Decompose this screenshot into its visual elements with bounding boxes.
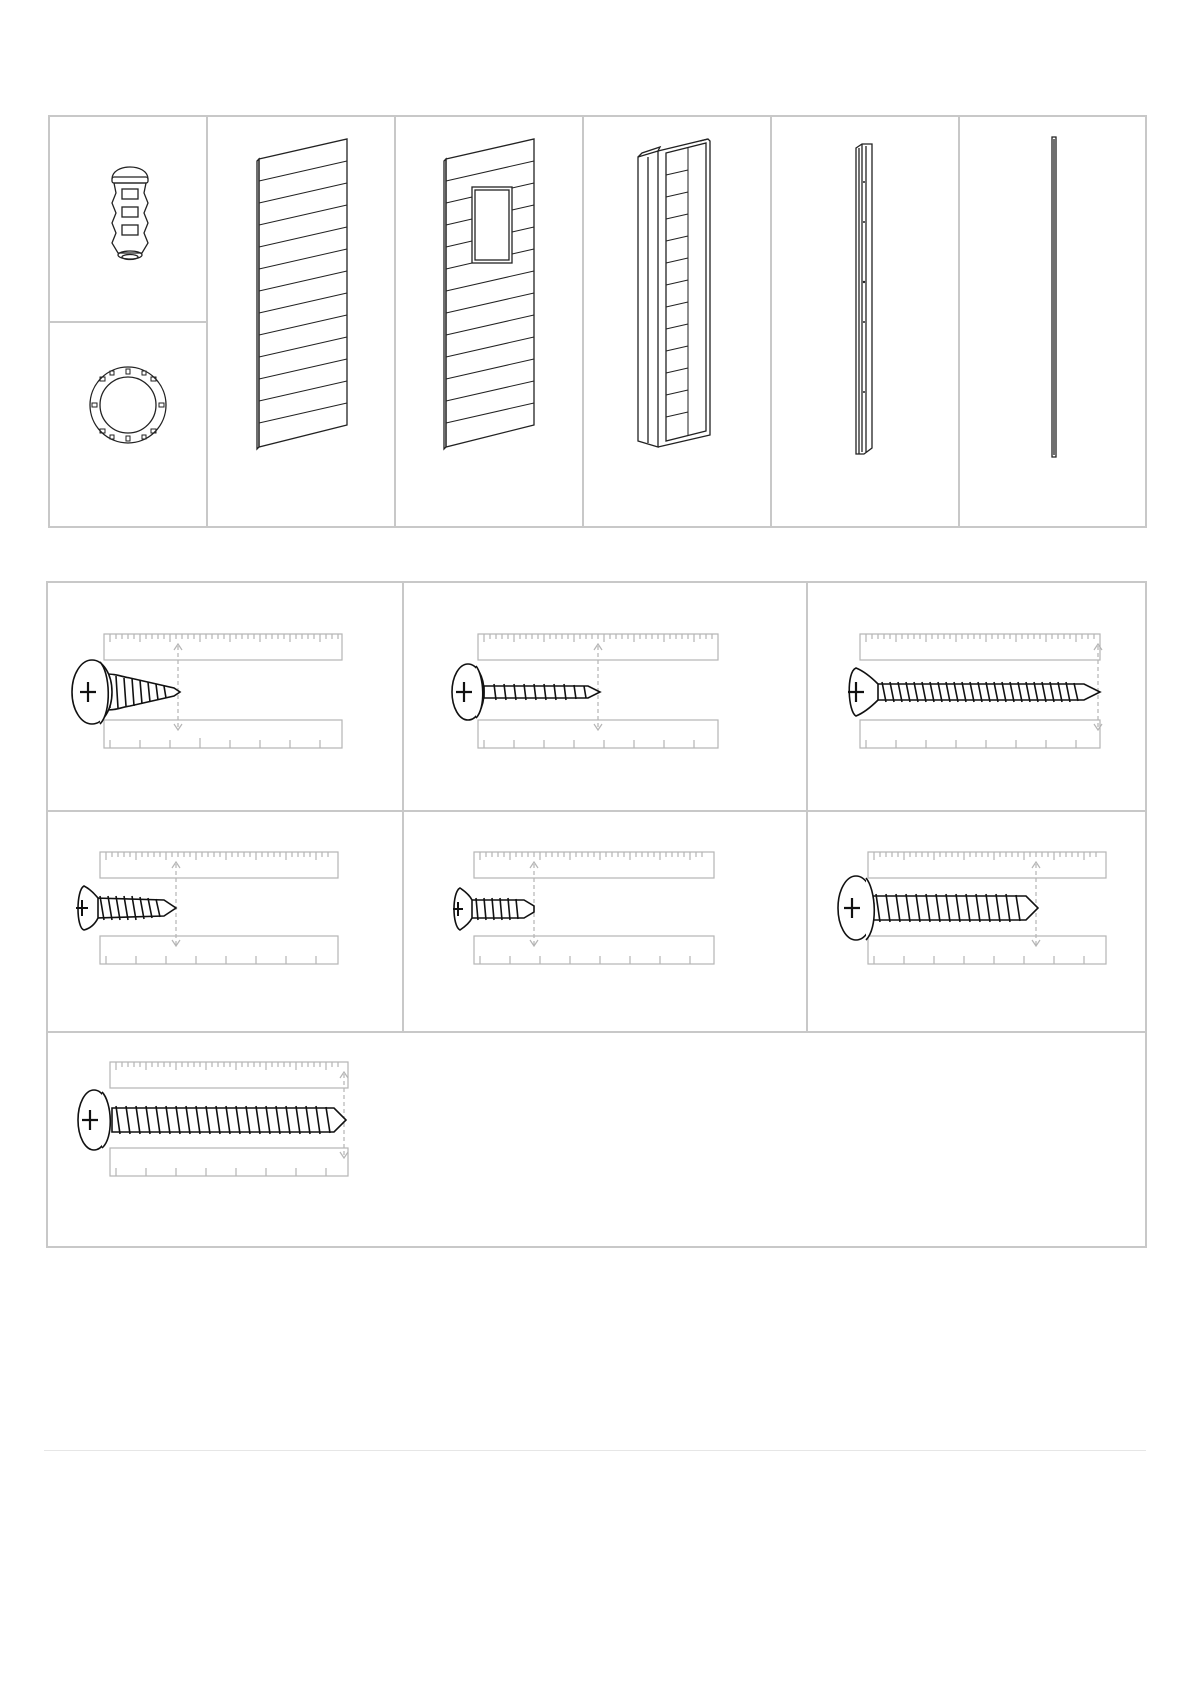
- profile-bar-icon: [850, 142, 880, 462]
- divider: [770, 117, 772, 526]
- divider: [48, 810, 1145, 812]
- footer-rule: [44, 1450, 1146, 1451]
- divider: [48, 1031, 1145, 1033]
- ring-washer-icon: [86, 363, 170, 447]
- parts-panel: [48, 115, 1147, 528]
- divider: [958, 117, 960, 526]
- divider: [402, 583, 404, 1031]
- large-pan-head-screw: [836, 850, 1116, 970]
- divider: [806, 583, 808, 1031]
- small-countersunk-screw: [70, 850, 350, 970]
- divider: [394, 117, 396, 526]
- divider: [50, 321, 207, 323]
- extra-long-pan-head-screw: [76, 1060, 356, 1180]
- corner-panel-icon: [630, 135, 720, 461]
- self-drilling-screw: [448, 850, 728, 970]
- wall-panel-icon: [255, 135, 355, 461]
- divider: [582, 117, 584, 526]
- wall-plug-icon: [100, 157, 160, 267]
- rod-icon: [1046, 135, 1062, 465]
- medium-pan-head-screw: [450, 632, 730, 752]
- short-pan-head-screw: [70, 632, 350, 752]
- long-countersunk-screw: [840, 632, 1120, 752]
- window-panel-icon: [442, 135, 542, 461]
